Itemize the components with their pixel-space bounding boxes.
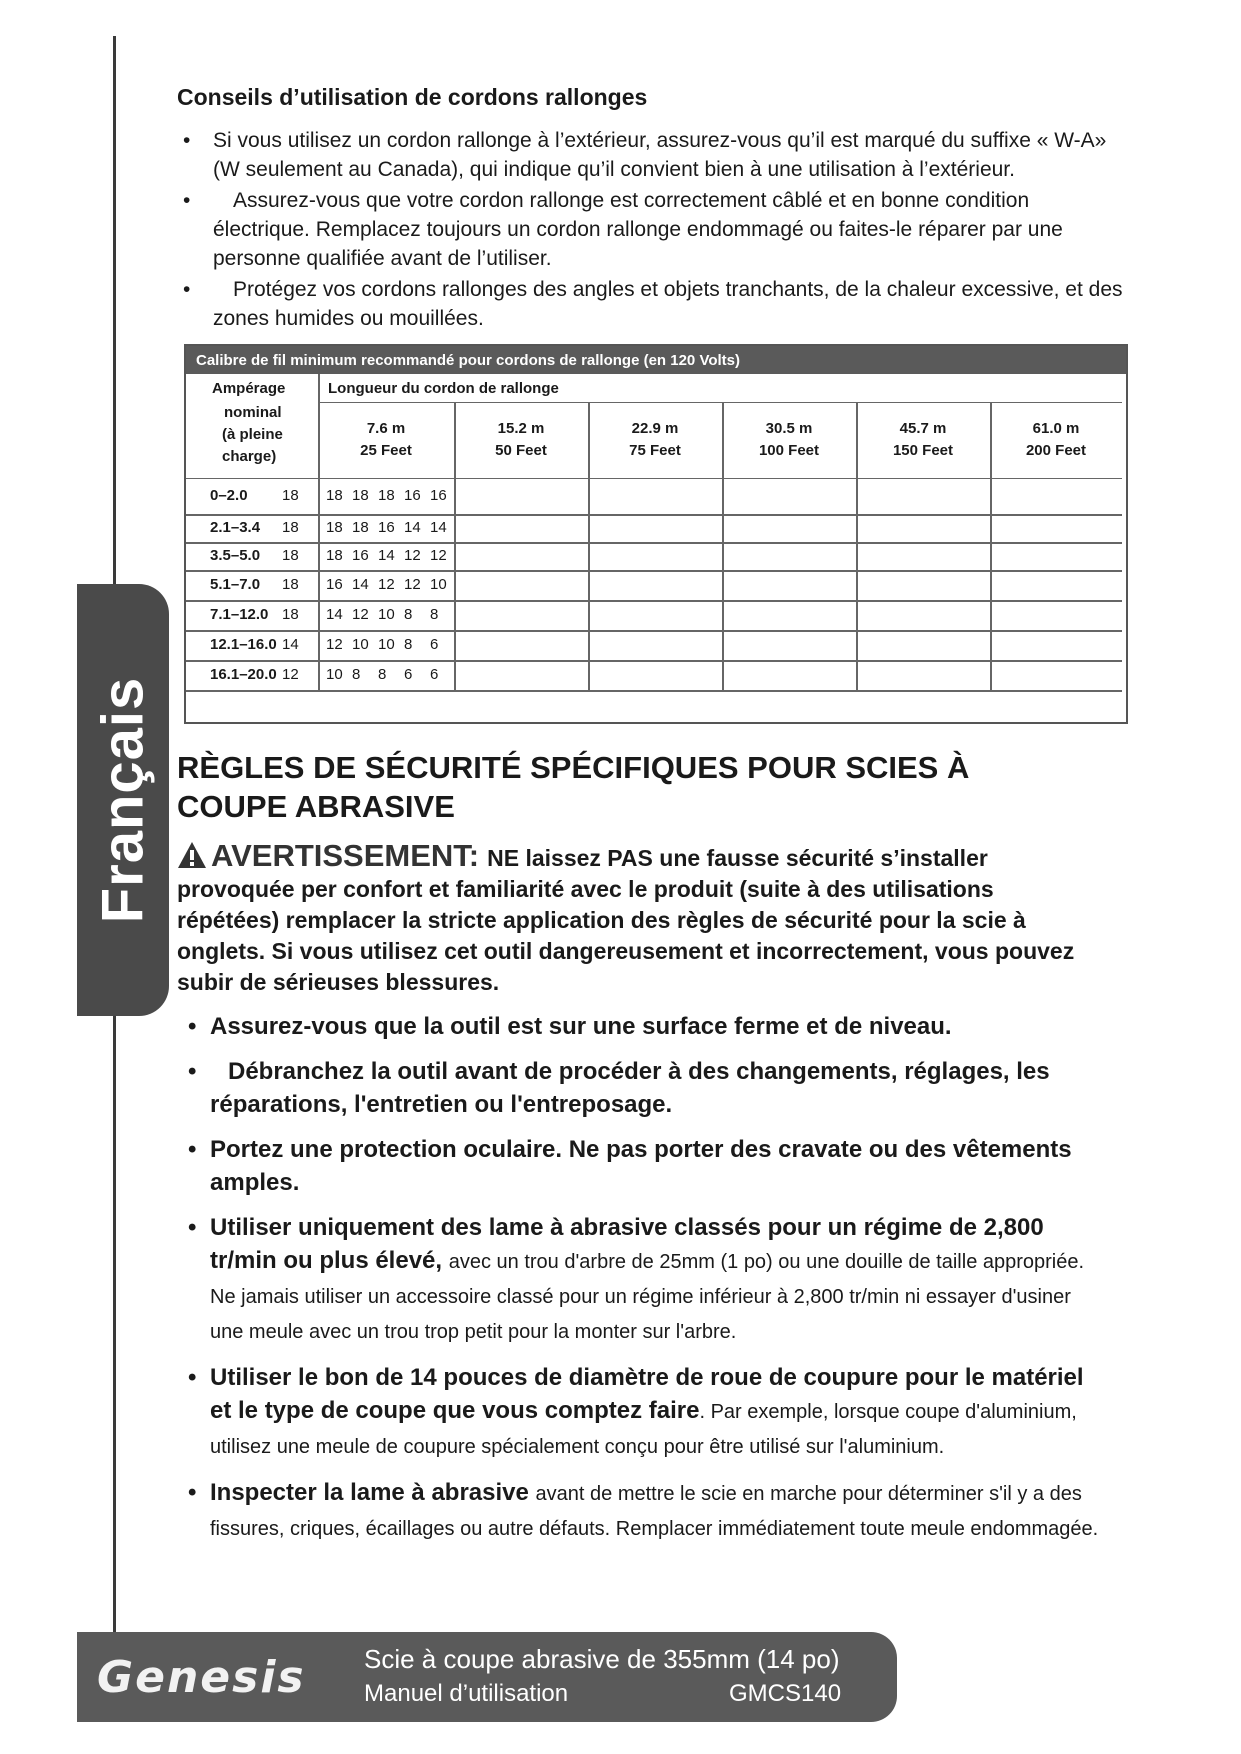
gauge-value: 14 [282,636,299,653]
rule-text: Portez une protection oculaire. Ne pas porter des cravate ou des vêtements amples. [210,1136,1072,1196]
tip-text: Assurez-vous que votre cordon rallonge est correctement câblé et en bonne condition électrique. Remplacez toujours un cordon rallonge endommagé ou faites-le réparer par une personne qualifiée avant de l’utiliser. [213,189,1063,270]
gauge-value: 10 [326,666,343,683]
gauge-value: 10 [378,606,395,623]
amperage-range: 7.1–12.0 [210,606,269,623]
table-rule [186,478,1122,479]
gauge-value: 18 [352,519,369,536]
rule-text: Débranchez la outil avant de procéder à des changements, réglages, les réparations, l'entretien ou l'entreposage. [210,1058,1050,1118]
gauge-value: 14 [430,519,447,536]
manual-label: Manuel d’utilisation [364,1680,569,1707]
safety-rules [188,1010,1108,1558]
length-header: Longueur du cordon de rallonge [328,380,559,397]
gauge-value: 8 [404,636,413,653]
list-item: • Portez une protection oculaire. Ne pas porter des cravate ou des vêtements amples. [188,1136,1072,1196]
gauge-value: 16 [430,487,447,504]
language-tab [77,584,169,1016]
gauge-value: 8 [430,606,439,623]
gauge-value: 14 [378,547,395,564]
gauge-value: 10 [352,636,369,653]
column-length-ft: 150 Feet [892,442,954,459]
amp-header: Ampérage [212,380,286,397]
gauge-value: 14 [352,576,369,593]
rule-text: Assurez-vous que la outil est sur une surface ferme et de niveau. [210,1013,952,1040]
footer-bar [77,1632,897,1722]
gauge-value: 18 [378,487,395,504]
gauge-value: 12 [282,666,299,683]
list-item: • Si vous utilisez un cordon rallonge à l’extérieur, assurez-vous qu’il est marqué du suffixe « W-A» (W seulement au Canada), qui indique qu’il convient bien à une utilisation à l’extérieur. [183,129,1107,181]
rule-text-bold: Utiliser le bon de 14 pouces de diamètre de roue de coupure pour le matériel et le type de coupe que vous comptez faire [210,1364,1084,1424]
tip-text: Protégez vos cordons rallonges des angles et objets tranchants, de la chaleur excessive, et des zones humides ou mouillées. [213,278,1123,330]
table-rule [186,542,1122,544]
column-length-m: 30.5 m [765,420,813,437]
gauge-value: 18 [326,487,343,504]
column-length-m: 15.2 m [497,420,545,437]
safety-heading [177,748,1077,826]
gauge-value: 6 [404,666,413,683]
table-row [186,606,456,623]
gauge-value: 8 [352,666,361,683]
language-tab-label: Français [90,676,156,924]
model-number: GMCS140 [729,1680,842,1707]
safety-heading-line: RÈGLES DE SÉCURITÉ SPÉCIFIQUES POUR SCIES À [177,750,970,785]
rule-text-bold: Inspecter la lame à abrasive [210,1479,529,1506]
amp-header: (à pleine [222,426,283,443]
list-item: • Inspecter la lame à abrasive avant de mettre le scie en marche pour déterminer s'il y a des fissures, criques, écaillages ou autre défauts. Remplacer immédiatement toute meule endommagée. [188,1479,1099,1540]
gauge-value: 18 [282,576,299,593]
rule-text: . Par exemple, lorsque coupe d'aluminium, utilisez une meule de coupure spécialement conçu pour être utilisé sur l'aluminium. [210,1401,1077,1458]
gauge-value: 12 [404,547,421,564]
gauge-value: 18 [282,547,299,564]
gauge-value: 18 [282,487,299,504]
amperage-range: 16.1–20.0 [210,666,277,683]
column-length-m: 22.9 m [631,420,679,437]
gauge-value: 18 [326,547,343,564]
table-title: Calibre de fil minimum recommandé pour cordons de rallonge (en 120 Volts) [186,346,1126,374]
list-item: • Débranchez la outil avant de procéder à des changements, réglages, les réparations, l'entretien ou l'entreposage. [188,1058,1050,1118]
amperage-range: 5.1–7.0 [210,576,261,593]
column-length-m: 61.0 m [1032,420,1080,437]
gauge-value: 12 [404,576,421,593]
column-length-m: 7.6 m [366,420,406,437]
rule-text: avant de mettre le scie en marche pour déterminer s'il y a des fissures, criques, écaillages ou autre défauts. Remplacer immédiatement toute meule endommagée. [210,1483,1099,1540]
table-rule [186,600,1122,602]
warning-block [177,840,1097,998]
amperage-range: 2.1–3.4 [210,519,261,536]
list-item: • Utiliser le bon de 14 pouces de diamètre de roue de coupure pour le matériel et le type de coupe que vous comptez faire. Par exemple, lorsque coupe d'aluminium, utilisez une meule de coupure spécialement conçu pour être utilisé sur l'aluminium. [188,1364,1084,1458]
list-item: • Utiliser uniquement des lame à abrasive classés pour un régime de 2,800 tr/min ou plus élevé, avec un trou d'arbre de 25mm (1 po) ou une douille de taille appropriée. Ne jamais utiliser un accessoire classé pour un régime inférieur à 2,800 tr/min ni essayer d'usiner une meule avec un trou trop petit pour la monter sur l'arbre. [188,1214,1085,1343]
amperage-range: 12.1–16.0 [210,636,277,653]
table-rule [186,514,1122,516]
gauge-value: 12 [430,547,447,564]
gauge-value: 18 [326,519,343,536]
gauge-value: 6 [430,666,439,683]
gauge-value: 8 [404,606,413,623]
table-row [186,666,456,683]
table-rule [186,630,1122,632]
column-length-m: 45.7 m [899,420,947,437]
product-title: Scie à coupe abrasive de 355mm (14 po) [364,1644,840,1674]
amp-header: charge) [222,448,277,465]
safety-heading-line: COUPE ABRASIVE [177,789,455,824]
tip-text: Si vous utilisez un cordon rallonge à l’extérieur, assurez-vous qu’il est marqué du suffixe « W-A» (W seulement au Canada), qui indique qu’il convient bien à une utilisation à l’extérieur. [213,129,1107,181]
gauge-value: 16 [404,487,421,504]
list-item: • Protégez vos cordons rallonges des angles et objets tranchants, de la chaleur excessive, et des zones humides ou mouillées. [183,278,1123,330]
column-length-ft: 50 Feet [495,442,547,459]
gauge-value: 18 [282,519,299,536]
gauge-value: 16 [326,576,343,593]
wire-gauge-table [184,344,1128,724]
gauge-value: 6 [430,636,439,653]
warning-triangle-icon [177,841,207,869]
gauge-value: 16 [352,547,369,564]
amperage-range: 0–2.0 [210,487,248,504]
genesis-logo: Genesis [97,1652,306,1703]
gauge-value: 12 [326,636,343,653]
column-length-ft: 25 Feet [360,442,412,459]
table-row [186,636,456,653]
rule-text: avec un trou d'arbre de 25mm (1 po) ou une douille de taille appropriée. Ne jamais utiliser un accessoire classé pour un régime inférieur à 2,800 tr/min ni essayer d'usiner une meule avec un trou trop petit pour la monter sur l'arbre. [210,1251,1085,1343]
list-item: • Assurez-vous que votre cordon rallonge est correctement câblé et en bonne condition électrique. Remplacez toujours un cordon rallonge endommagé ou faites-le réparer par une personne qualifiée avant de l’utiliser. [183,189,1063,270]
gauge-value: 16 [378,519,395,536]
amp-header: nominal [224,404,282,421]
table-rule [186,690,1122,692]
table-grid [186,374,1126,722]
gauge-value: 14 [326,606,343,623]
warning-word: AVERTISSEMENT: [211,838,480,873]
gauge-value: 8 [378,666,387,683]
extension-cord-tips [183,126,1123,335]
table-rule [186,570,1122,572]
warning-text: NE laissez PAS une fausse sécurité s’installer provoquée per confort et familiarité avec le produit (suite à des utilisations répétées) remplacer la stricte application des règles de sécurité pour la scie à onglets. Si vous utilisez cet outil dangereusement et incorrectement, vous pouvez subir de sérieuses blessures. [177,845,1075,995]
gauge-value: 10 [378,636,395,653]
extension-cord-heading: Conseils d’utilisation de cordons rallonges [177,84,648,110]
rule-text-bold: Utiliser uniquement des lame à abrasive classés pour un régime de 2,800 tr/min ou plus élevé, [210,1214,1044,1274]
column-length-ft: 200 Feet [1025,442,1087,459]
gauge-value: 12 [352,606,369,623]
column-length-ft: 75 Feet [629,442,681,459]
list-item: • Assurez-vous que la outil est sur une surface ferme et de niveau. [188,1013,952,1040]
table-rule [318,402,1122,403]
gauge-value: 18 [352,487,369,504]
amperage-range: 3.5–5.0 [210,547,261,564]
gauge-value: 10 [430,576,447,593]
gauge-value: 18 [282,606,299,623]
gauge-value: 12 [378,576,395,593]
gauge-value: 14 [404,519,421,536]
table-rule [186,660,1122,662]
column-length-ft: 100 Feet [758,442,820,459]
